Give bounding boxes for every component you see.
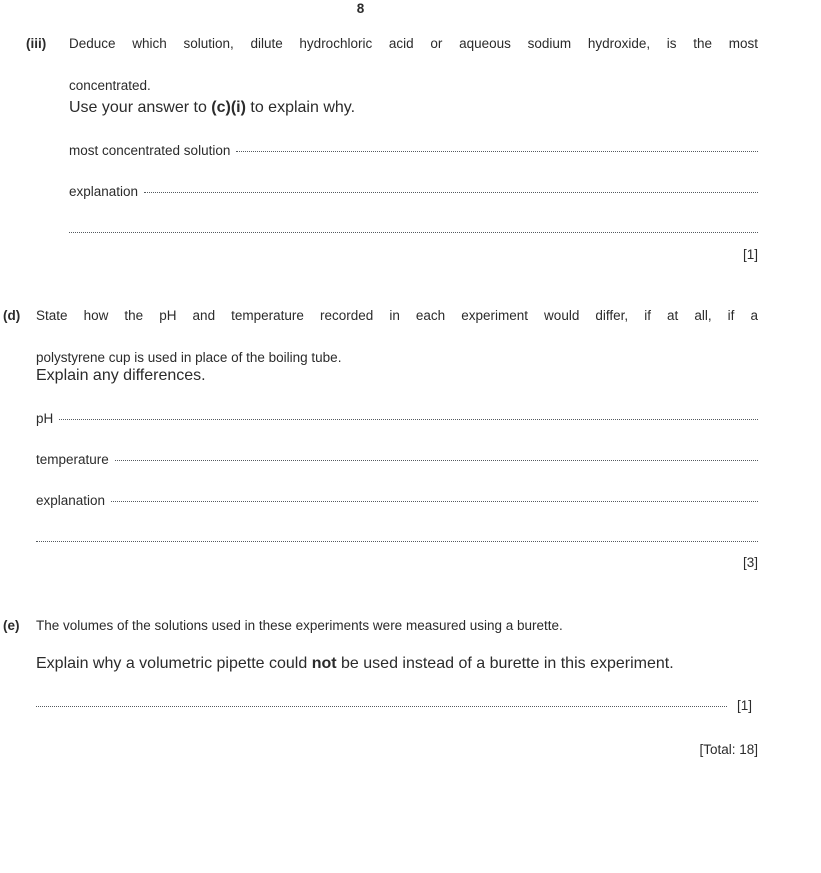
answer-dots[interactable] bbox=[111, 491, 758, 505]
question-c-iii-label: (iii) bbox=[26, 36, 47, 51]
answer-label-ph: pH bbox=[36, 411, 54, 426]
question-c-iii-prompt bbox=[69, 33, 758, 96]
question-d-label: (d) bbox=[3, 308, 21, 323]
question-e-label: (e) bbox=[3, 618, 20, 633]
answer-dots[interactable] bbox=[59, 409, 758, 423]
question-d-prompt bbox=[36, 305, 758, 368]
question-c-iii-instruction-post: to explain why. bbox=[245, 99, 356, 116]
marks-d: [3] bbox=[742, 555, 758, 570]
question-c-iii-instruction bbox=[69, 99, 758, 117]
answer-label-explanation: explanation bbox=[69, 184, 139, 199]
answer-dots[interactable] bbox=[115, 450, 758, 464]
answer-dots[interactable] bbox=[69, 222, 758, 236]
question-d-prompt-line-1: State how the pH and temperature recorded in each experiment would differ, if at all, if a bbox=[36, 308, 758, 323]
question-e bbox=[3, 615, 758, 636]
question-c-iii-prompt-row bbox=[26, 33, 758, 96]
answer-line-ph[interactable] bbox=[36, 408, 758, 429]
question-e-prompt: The volumes of the solutions used in these experiments were measured using a burette. bbox=[36, 618, 563, 633]
answer-label-most-concentrated-solution: most concentrated solution bbox=[69, 143, 231, 158]
answer-label-explanation: explanation bbox=[36, 493, 106, 508]
question-d-prompt-line-2: polystyrene cup is used in place of the boiling tube. bbox=[36, 350, 342, 365]
answer-dots[interactable] bbox=[236, 141, 758, 155]
answer-line-blank-e[interactable] bbox=[36, 695, 758, 716]
question-c-iii-prompt-line-1: Deduce which solution, dilute hydrochloric acid or aqueous sodium hydroxide, is the most bbox=[69, 36, 758, 51]
answer-dots[interactable] bbox=[144, 182, 758, 196]
question-e-instruction-post: be used instead of a burette in this experiment. bbox=[336, 655, 674, 672]
answer-dots[interactable] bbox=[36, 696, 727, 710]
question-e-instruction-pre: Explain why a volumetric pipette could bbox=[36, 655, 312, 672]
answer-dots[interactable] bbox=[36, 531, 758, 545]
answer-line-most-concentrated-solution[interactable] bbox=[69, 140, 758, 161]
question-d-prompt-row bbox=[3, 305, 758, 368]
answer-line-blank[interactable] bbox=[36, 531, 758, 545]
answer-line-blank[interactable] bbox=[69, 222, 758, 236]
answer-line-explanation[interactable] bbox=[36, 490, 758, 511]
marks-c-iii: [1] bbox=[742, 247, 758, 262]
question-c-iii bbox=[26, 33, 758, 96]
answer-line-explanation[interactable] bbox=[69, 181, 758, 202]
answer-line-temperature[interactable] bbox=[36, 449, 758, 470]
question-c-iii-instruction-reference: (c)(i) bbox=[211, 99, 246, 116]
question-e-prompt-row bbox=[3, 615, 758, 636]
question-d-instruction: Explain any differences. bbox=[36, 367, 206, 384]
question-d bbox=[3, 305, 758, 368]
question-e-instruction-emphasis: not bbox=[311, 655, 337, 672]
question-e-instruction bbox=[36, 655, 758, 673]
total-marks: [Total: 18] bbox=[699, 742, 758, 757]
page-number: 8 bbox=[356, 1, 365, 16]
question-c-iii-prompt-line-2: concentrated. bbox=[69, 78, 151, 93]
answer-label-temperature: temperature bbox=[36, 452, 109, 467]
question-c-iii-instruction-pre: Use your answer to bbox=[69, 99, 212, 116]
marks-e: [1] bbox=[737, 698, 753, 713]
